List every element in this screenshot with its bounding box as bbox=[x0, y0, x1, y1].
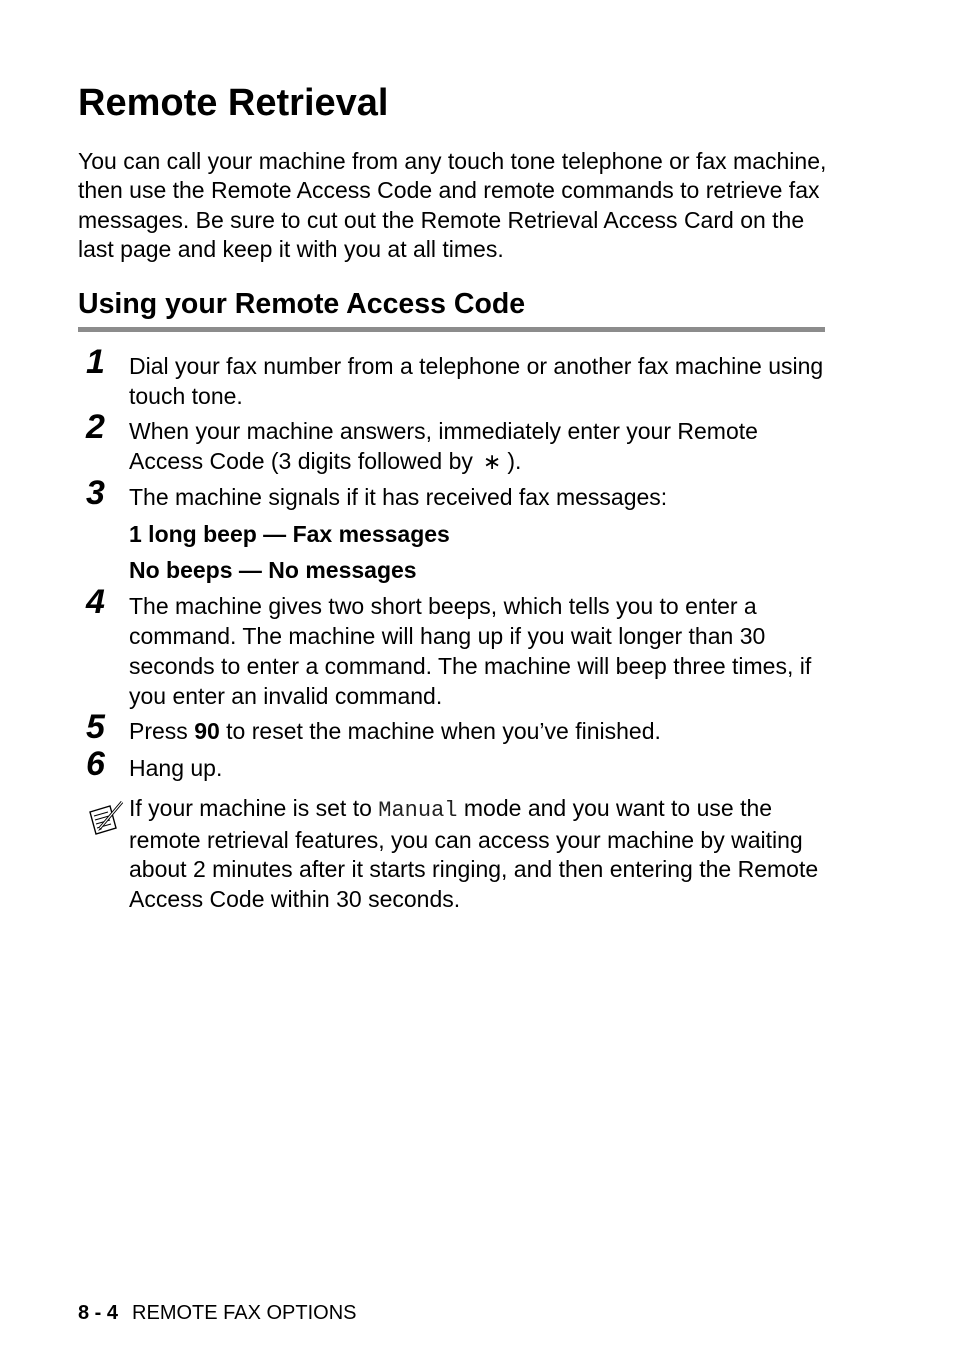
step-number: 4 bbox=[86, 583, 105, 621]
step-number: 2 bbox=[86, 408, 105, 446]
step-text bbox=[129, 416, 829, 477]
section-rule bbox=[78, 327, 825, 332]
step-number: 3 bbox=[86, 474, 105, 512]
step-text-after: ). bbox=[507, 448, 522, 474]
step-number: 5 bbox=[86, 708, 105, 746]
step-text-after: to reset the machine when you’ve finished. bbox=[226, 718, 661, 744]
note-text-before: If your machine is set to bbox=[129, 795, 372, 821]
page-title: Remote Retrieval bbox=[78, 82, 389, 124]
key-code: 90 bbox=[194, 718, 220, 744]
note-text bbox=[129, 794, 839, 914]
signal-line: 1 long beep — Fax messages bbox=[129, 521, 450, 547]
step-text: Hang up. bbox=[129, 755, 223, 781]
note-pencil-icon bbox=[86, 798, 126, 838]
step-text: The machine signals if it has received fax messages: bbox=[129, 484, 668, 510]
step-text bbox=[129, 716, 829, 746]
step-text-before: When your machine answers, immediately enter your Remote Access Code (3 digits followed by bbox=[129, 418, 758, 474]
chapter-name: REMOTE FAX OPTIONS bbox=[132, 1302, 357, 1324]
step-number: 1 bbox=[86, 343, 105, 381]
intro-paragraph: You can call your machine from any touch tone telephone or fax machine, then use the Remote Access Code and remote commands to retrieve fax messages. Be sure to cut out the Remote Retrieval Access Card on the last page and keep it with you at all times. bbox=[78, 148, 827, 262]
step-text: The machine gives two short beeps, which tells you to enter a command. The machine will hang up if you wait longer than 30 seconds to enter a command. The machine will beep three times, if you enter an invalid command. bbox=[129, 593, 812, 709]
star-key-icon: ∗ bbox=[482, 449, 502, 474]
step-text: Dial your fax number from a telephone or another fax machine using touch tone. bbox=[129, 353, 824, 409]
mode-name: Manual bbox=[378, 798, 458, 823]
signal-line: No beeps — No messages bbox=[129, 557, 417, 583]
page-number: 8 - 4 bbox=[78, 1302, 119, 1324]
section-title: Using your Remote Access Code bbox=[78, 288, 526, 320]
step-text-before: Press bbox=[129, 718, 188, 744]
step-number: 6 bbox=[86, 745, 105, 783]
note-text-after: mode and you want to use the remote retrieval features, you can access your machine by waiting about 2 minutes after it starts ringing, and then entering the Remote Access Code within 30 seconds. bbox=[129, 795, 819, 912]
page-footer bbox=[78, 1301, 357, 1325]
